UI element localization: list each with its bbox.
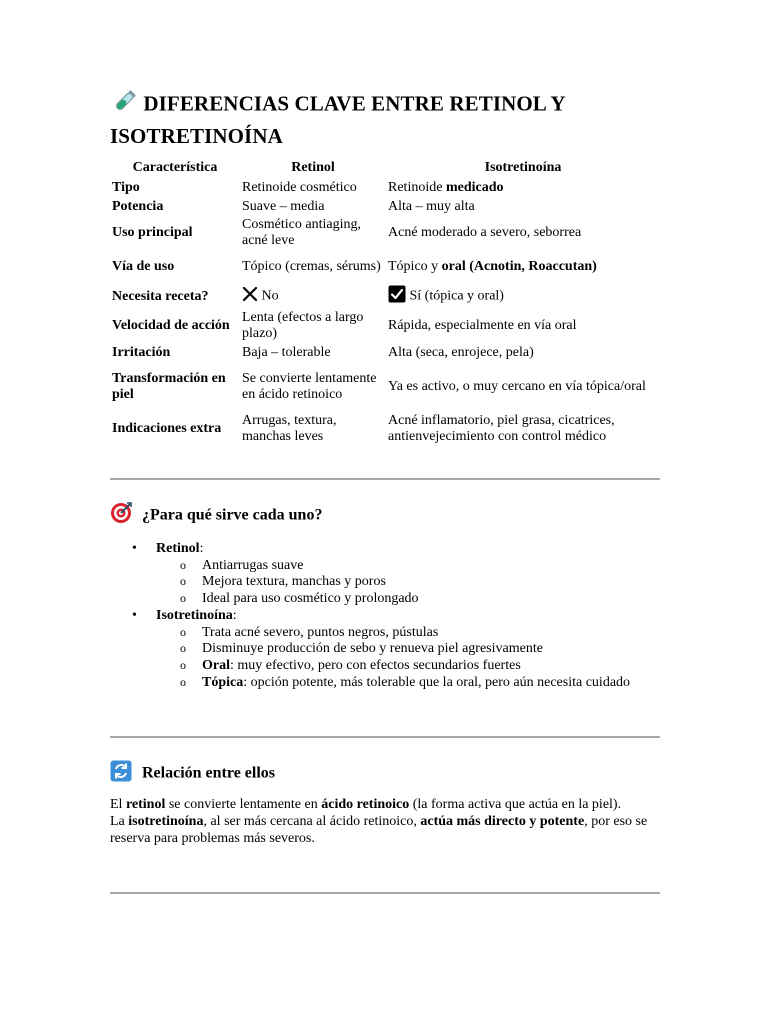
relation-paragraph — [110, 796, 660, 847]
retinol-cell: Lenta (efectos a largo plazo) — [242, 310, 364, 341]
table-row — [110, 362, 660, 412]
section-heading-relation: Relación entre ellos — [110, 760, 275, 788]
page-title — [110, 88, 660, 150]
sub-list — [156, 558, 660, 608]
table-row — [110, 250, 660, 284]
cycle-arrows-icon — [110, 760, 132, 788]
divider — [110, 892, 660, 894]
test-tube-icon — [110, 88, 138, 123]
row-label: Transformación en piel — [112, 371, 226, 402]
isotretinoin-cell: Alta – muy alta — [388, 198, 475, 214]
table-row — [110, 412, 660, 446]
check-mark-icon — [388, 285, 406, 308]
retinol-cell: Retinoide cosmético — [242, 179, 357, 195]
table-row — [110, 178, 660, 197]
retinol-cell: Cosmético antiaging, acné leve — [242, 217, 361, 248]
relation-line-2: La isotretinoína, al ser más cercana al ácido retinoico, actúa más directo y potente, por eso se reserva para problemas más severos. — [110, 814, 648, 846]
row-label: Irritación — [112, 344, 171, 360]
list-item: o Trata acné severo, puntos negros, pústulas — [156, 625, 660, 642]
isotretinoin-cell: Retinoide medicado — [388, 179, 504, 195]
list-item: o Mejora textura, manchas y poros — [156, 574, 660, 591]
row-label: Vía de uso — [112, 259, 175, 274]
isotretinoin-cell: Sí (tópica y oral) — [386, 284, 660, 309]
row-label: Uso principal — [112, 225, 193, 240]
list-item: • Retinol: o Antiarrugas suave o Mejora textura, manchas y poros o Ideal para uso cosmético y prolongado — [110, 541, 660, 608]
row-label: Velocidad de acción — [112, 318, 230, 333]
page-title-text: DIFERENCIAS CLAVE ENTRE RETINOL Y ISOTRETINOÍNA — [110, 91, 565, 148]
row-label: Necesita receta? — [112, 288, 209, 304]
cross-mark-icon — [242, 286, 258, 307]
section-heading-uses: ¿Para qué sirve cada uno? — [110, 502, 322, 530]
column-header: Isotretinoína — [484, 160, 562, 175]
uses-list — [110, 541, 660, 691]
list-item: o Antiarrugas suave — [156, 558, 660, 575]
divider — [110, 736, 660, 738]
table-row — [110, 216, 660, 250]
table-row — [110, 284, 660, 309]
list-item: o Oral: muy efectivo, pero con efectos secundarios fuertes — [156, 658, 660, 675]
retinol-cell: Arrugas, textura, manchas leves — [242, 413, 337, 444]
retinol-cell: Baja – tolerable — [242, 344, 331, 360]
retinol-cell: Tópico (cremas, sérums) — [242, 259, 381, 274]
isotretinoin-cell: Alta (seca, enrojece, pela) — [388, 344, 534, 360]
divider — [110, 478, 660, 480]
retinol-cell: Se convierte lentamente en ácido retinoico — [242, 371, 377, 402]
relation-line-1: El retinol se convierte lentamente en ácido retinoico (la forma activa que actúa en la piel). — [110, 797, 622, 812]
row-label: Tipo — [112, 179, 140, 195]
column-header: Retinol — [291, 160, 335, 175]
list-item: o Ideal para uso cosmético y prolongado — [156, 591, 660, 608]
list-item: o Tópica: opción potente, más tolerable que la oral, pero aún necesita cuidado — [156, 675, 660, 692]
table-row — [110, 197, 660, 216]
isotretinoin-cell: Ya es activo, o muy cercano en vía tópica/oral — [388, 379, 646, 394]
list-item: o Disminuye producción de sebo y renueva piel agresivamente — [156, 641, 660, 658]
table-row — [110, 309, 660, 343]
column-header: Característica — [132, 160, 218, 175]
sub-list — [156, 625, 660, 692]
comparison-table — [110, 158, 660, 446]
table-row — [110, 343, 660, 362]
retinol-cell: Suave – media — [242, 198, 325, 214]
isotretinoin-cell: Rápida, especialmente en vía oral — [388, 318, 577, 333]
target-icon — [110, 502, 132, 530]
row-label: Potencia — [112, 198, 164, 214]
isotretinoin-cell: Acné moderado a severo, seborrea — [388, 225, 582, 240]
retinol-cell: No — [240, 284, 386, 309]
table-header-row — [110, 158, 660, 178]
row-label: Indicaciones extra — [112, 421, 222, 436]
list-item: • Isotretinoína: o Trata acné severo, puntos negros, pústulas o Disminuye producción de sebo y renueva piel agresivamente o Oral: muy efectivo, pero con efectos secundarios fuertes o Tópica: opción potente, más tolerable que la oral, pero aún necesita cuidado — [110, 608, 660, 692]
isotretinoin-cell: Acné inflamatorio, piel grasa, cicatrices, antienvejecimiento con control médico — [388, 413, 615, 444]
isotretinoin-cell: Tópico y oral (Acnotin, Roaccutan) — [388, 259, 597, 274]
